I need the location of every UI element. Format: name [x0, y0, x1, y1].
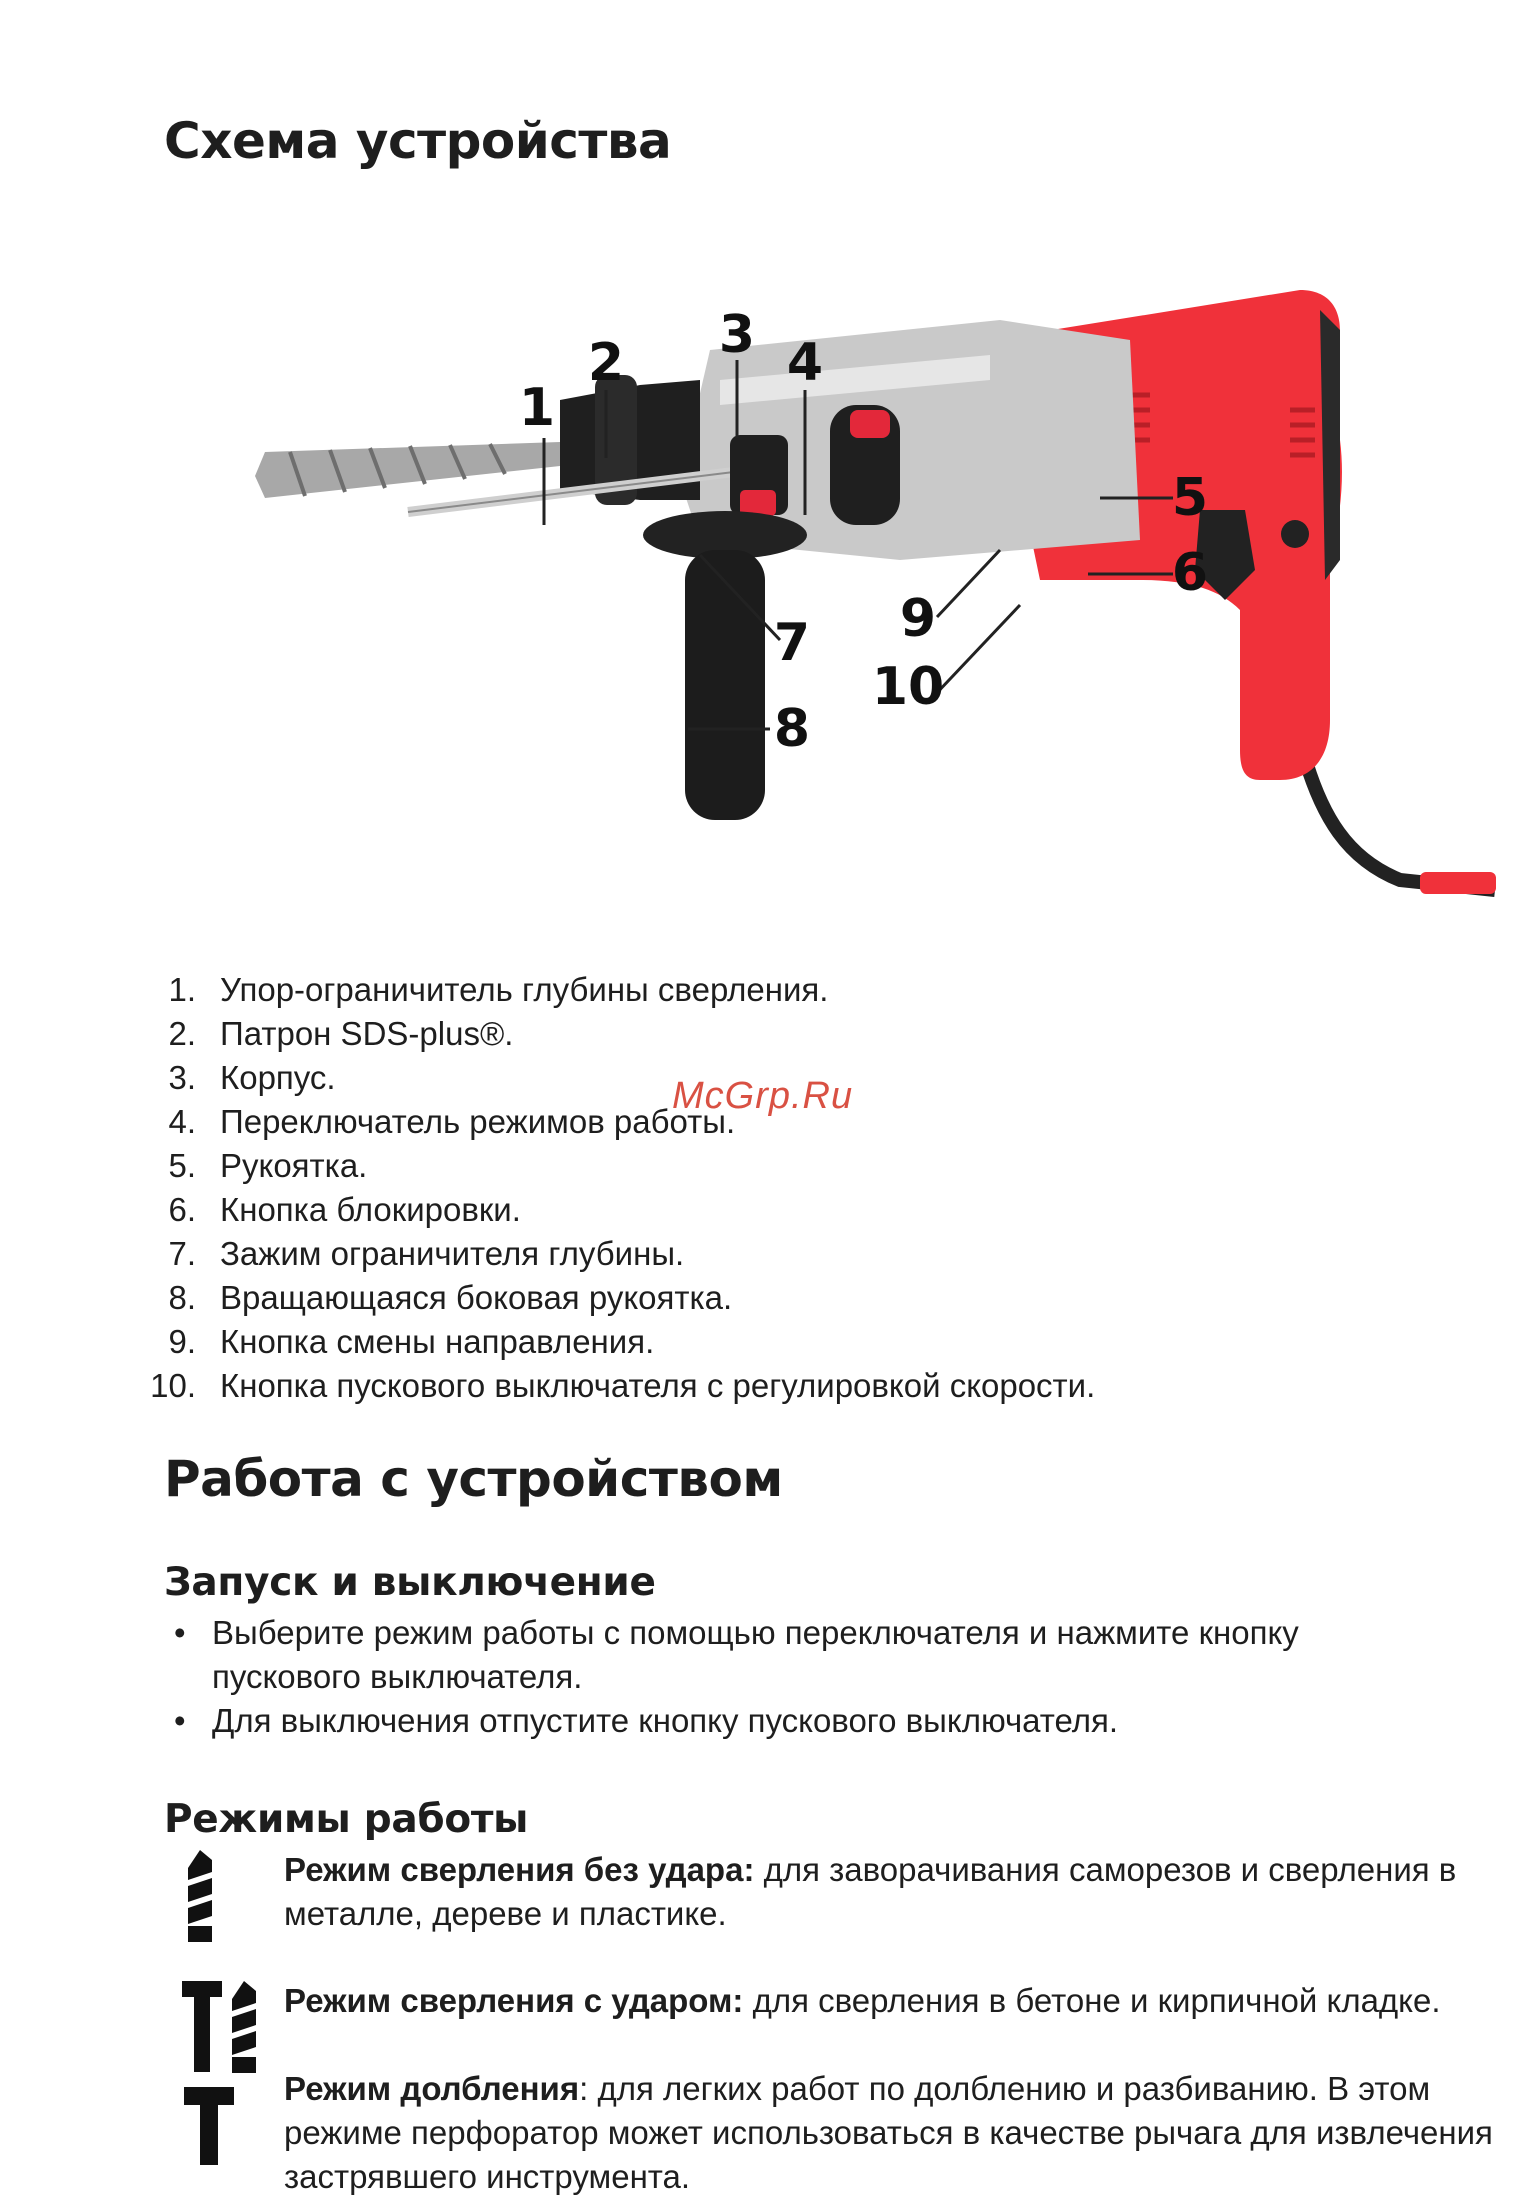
callout-7: 7 [773, 613, 811, 673]
list-item: 9. Кнопка смены направления. [168, 1323, 655, 1360]
modes-heading: Режимы работы [164, 1797, 529, 1842]
list-item: • Выберите режим работы с помощью переключателя и нажмите кнопку пускового выключателя. [170, 1611, 1452, 1699]
mode-description: для сверления в бетоне и кирпичной кладке. [743, 1982, 1441, 2019]
mode-selector-tab [850, 410, 890, 438]
chisel-icon [180, 2067, 240, 2167]
list-item: 5. Рукоятка. [168, 1147, 368, 1184]
startstop-bullets [170, 1611, 1452, 1743]
rotary-hammer-diagram [140, 180, 1520, 920]
parts-list [140, 968, 1095, 1408]
callout-5: 5 [1171, 468, 1209, 528]
callout-1: 1 [518, 378, 556, 438]
list-item: 8. Вращающаяся боковая рукоятка. [168, 1279, 733, 1316]
callout-6: 6 [1171, 543, 1209, 603]
mode-description: для заворачивания саморезов и сверления в металле, дереве и пластике. [284, 1851, 1457, 1932]
callout-3: 3 [718, 305, 756, 365]
side-handle [685, 550, 765, 820]
rotary-hammer-illustration [140, 180, 1520, 920]
callout-9: 9 [899, 589, 937, 649]
page-title: Схема устройства [164, 112, 672, 170]
mode-name: Режим сверления с ударом: [284, 1982, 744, 2019]
list-item: 2. Патрон SDS-plus®. [168, 1015, 514, 1052]
list-item: 10. Кнопка пускового выключателя с регулировкой скорости. [150, 1367, 1096, 1404]
list-item: 1. Упор-ограничитель глубины сверления. [168, 971, 829, 1008]
cord-plug [1420, 872, 1496, 894]
drill-bit-icon [180, 1848, 220, 1943]
startstop-heading: Запуск и выключение [164, 1560, 656, 1605]
callout-2: 2 [587, 333, 625, 393]
mode-name: Режим сверления без удара: [284, 1851, 755, 1888]
list-item: 6. Кнопка блокировки. [168, 1191, 521, 1228]
power-cord [1300, 740, 1495, 890]
hammer-drill-icon [180, 1979, 270, 2074]
list-item: 3. Корпус. [168, 1059, 336, 1096]
callout-10: 10 [871, 657, 945, 717]
list-item: 4. Переключатель режимов работы. [168, 1103, 736, 1140]
mode-description: : для легких работ по долблению и разбиванию. В этом режиме перфоратор может использоваться в качестве рычага для извлечения застрявшего инструмента. [284, 2070, 1493, 2195]
section-title: Работа с устройством [164, 1450, 783, 1508]
lock-button [1281, 520, 1309, 548]
callout-8: 8 [773, 699, 811, 759]
callout-4: 4 [786, 333, 824, 393]
list-item: 7. Зажим ограничителя глубины. [168, 1235, 685, 1272]
watermark: McGrp.Ru [672, 1075, 854, 1117]
list-item: • Для выключения отпустите кнопку пускового выключателя. [170, 1699, 1452, 1743]
mode-name: Режим долбления [284, 2070, 580, 2107]
